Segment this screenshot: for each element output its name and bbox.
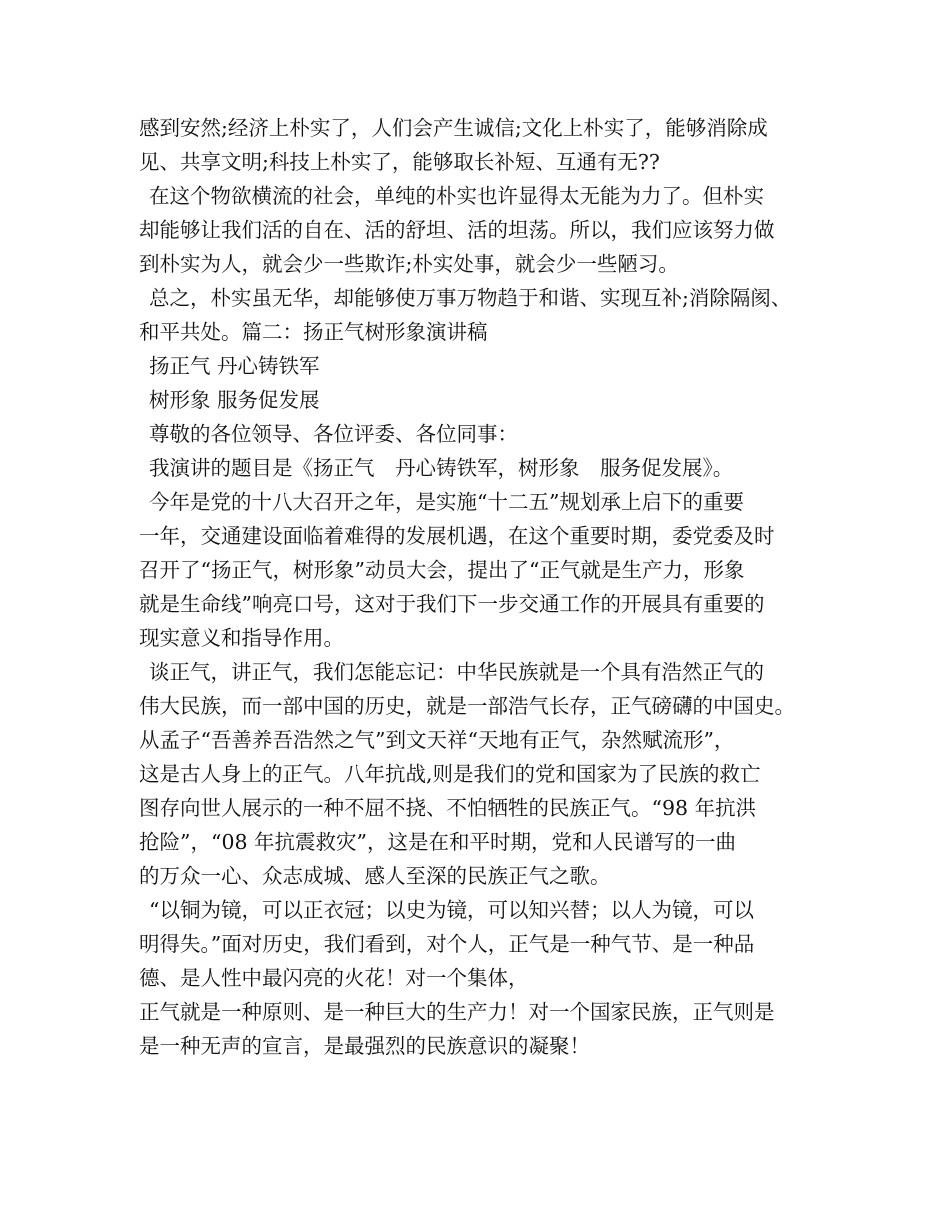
salutation: 尊敬的各位领导、各位评委、各位同事：	[149, 422, 518, 446]
text-line: 却能够让我们活的自在、活的舒坦、活的坦荡。所以，我们应该努力做	[139, 218, 775, 242]
text-line: 在这个物欲横流的社会，单纯的朴实也许显得太无能为力了。但朴实	[149, 184, 764, 208]
text-line: 德、是人性中最闪亮的火花！对一个集体，	[139, 966, 529, 990]
text-line: 和平共处。篇二：扬正气树形象演讲稿	[139, 320, 488, 344]
text-line: 感到安然;经济上朴实了，人们会产生诚信;文化上朴实了，能够消除成	[139, 116, 768, 140]
text-line: 就是生命线”响亮口号，这对于我们下一步交通工作的开展具有重要的	[139, 592, 765, 616]
text-line: 从孟子“吾善养吾浩然之气”到文天祥“天地有正气，杂然赋流形”，	[139, 728, 735, 752]
text-line: 总之，朴实虽无华，却能够使万事万物趋于和谐、实现互补;消除隔阂、	[149, 286, 792, 310]
text-line: 这是古人身上的正气。八年抗战,则是我们的党和国家为了民族的救亡	[139, 762, 761, 786]
text-line: 是一种无声的宣言，是最强烈的民族意识的凝聚！	[139, 1034, 590, 1058]
document-body	[139, 111, 829, 1063]
text-line: 召开了“扬正气，树形象”动员大会，提出了“正气就是生产力，形象	[139, 558, 745, 582]
text-line: 见、共享文明;科技上朴实了，能够取长补短、互通有无??	[139, 150, 660, 174]
text-line: 到朴实为人，就会少一些欺诈;朴实处事，就会少一些陋习。	[139, 252, 679, 276]
text-line: 谈正气，讲正气，我们怎能忘记：中华民族就是一个具有浩然正气的	[149, 660, 764, 684]
text-line: 今年是党的十八大召开之年，是实施“十二五”规划承上启下的重要	[149, 490, 744, 514]
text-line: 一年，交通建设面临着难得的发展机遇，在这个重要时期，委党委及时	[139, 524, 775, 548]
speech-title-line-2: 树形象 服务促发展	[149, 388, 320, 412]
speech-title-line-1: 扬正气 丹心铸铁军	[149, 354, 320, 378]
text-line: “以铜为镜，可以正衣冠；以史为镜，可以知兴替；以人为镜，可以	[149, 898, 754, 922]
text-line: 抢险”，“08 年抗震救灾”，这是在和平时期，党和人民谱写的一曲	[139, 830, 737, 854]
text-line: 正气就是一种原则、是一种巨大的生产力！对一个国家民族，正气则是	[139, 1000, 775, 1024]
text-line: 的万众一心、众志成城、感人至深的民族正气之歌。	[139, 864, 611, 888]
text-line: 明得失。”面对历史，我们看到，对个人，正气是一种气节、是一种品	[139, 932, 755, 956]
text-line: 图存向世人展示的一种不屈不挠、不怕牺牲的民族正气。“98 年抗洪	[139, 796, 757, 820]
text-line: 伟大民族，而一部中国的历史，就是一部浩气长存，正气磅礴的中国史。	[139, 694, 795, 718]
text-line: 我演讲的题目是《扬正气 丹心铸铁军，树形象 服务促发展》。	[149, 456, 734, 480]
text-line: 现实意义和指导作用。	[139, 626, 344, 650]
